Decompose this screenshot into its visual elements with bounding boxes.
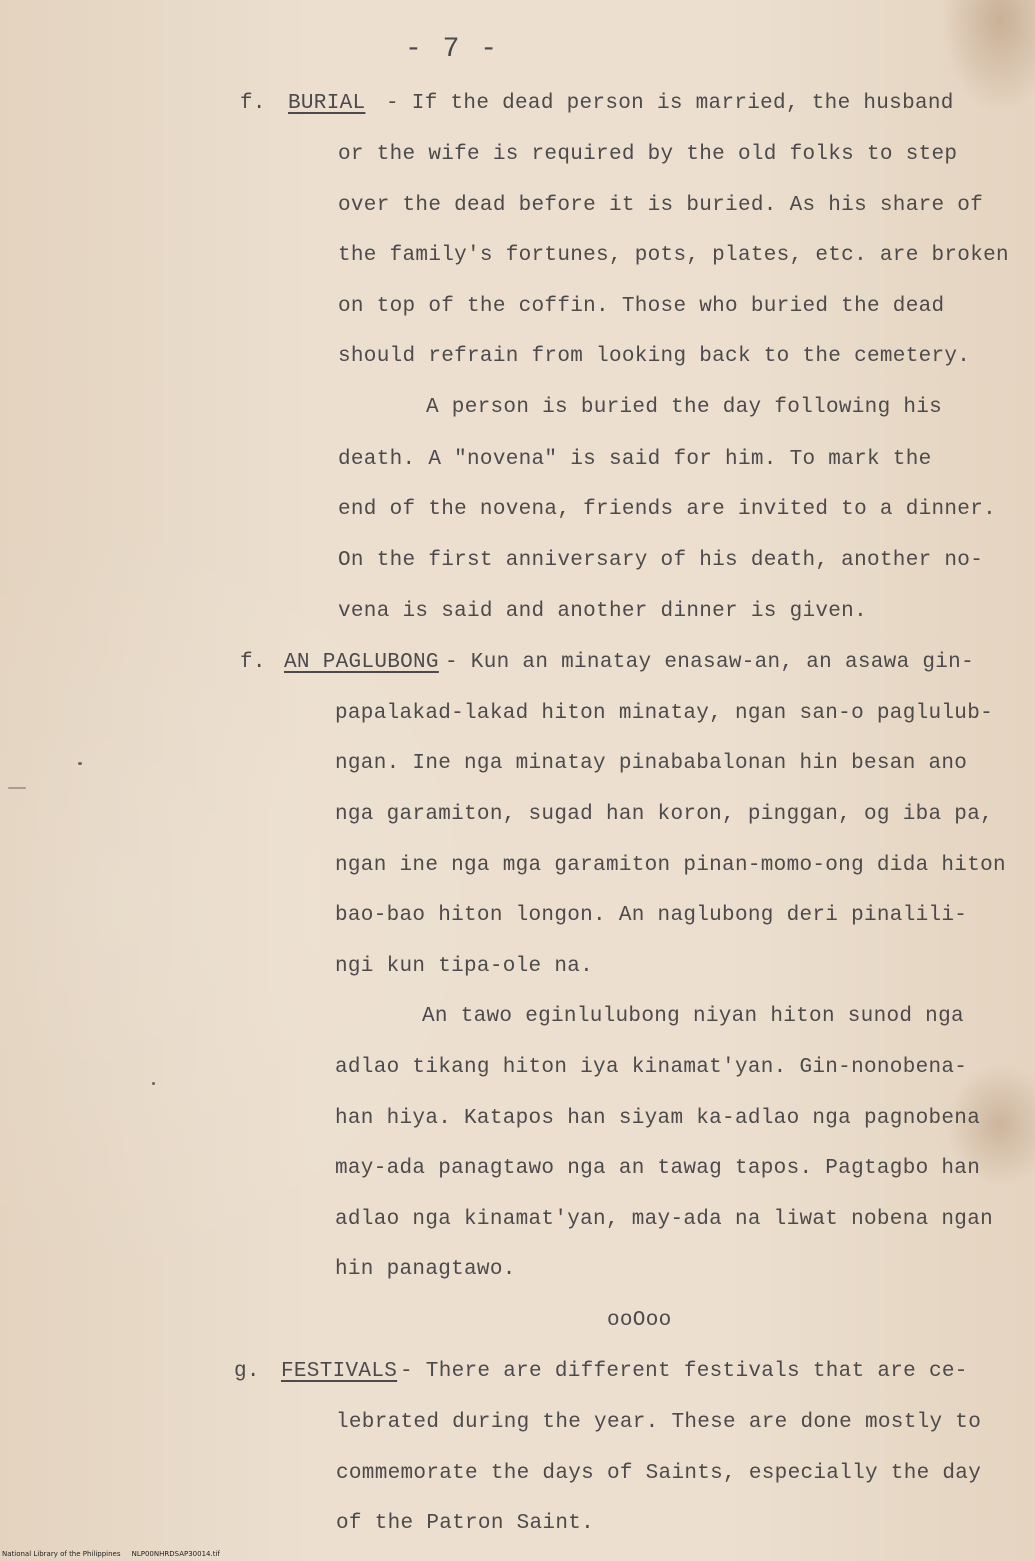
paragraph-line: adlao tikang hiton iya kinamat'yan. Gin-nonobena- bbox=[335, 1056, 968, 1079]
section-heading-festivals: FESTIVALS bbox=[281, 1360, 398, 1383]
paragraph-line: of the Patron Saint. bbox=[336, 1512, 595, 1535]
paragraph-line: han hiya. Katapos han siyam ka-adlao nga pagnobena bbox=[335, 1107, 981, 1130]
paragraph-line: lebrated during the year. These are done mostly to bbox=[336, 1411, 982, 1434]
paper-speck bbox=[8, 787, 26, 789]
paragraph-line: nga garamiton, sugad han koron, pinggan, og iba pa, bbox=[335, 803, 994, 826]
paragraph-line: ngi kun tipa-ole na. bbox=[335, 955, 594, 978]
paper-speck bbox=[78, 762, 82, 765]
paragraph-line: or the wife is required by the old folks to step bbox=[338, 143, 958, 166]
scan-footer: National Library of the Philippines NLP00NHRDSAP30014.tif bbox=[2, 1550, 220, 1558]
section-separator: ooOoo bbox=[607, 1309, 672, 1332]
paragraph-line: - There are different festivals that are ce- bbox=[400, 1360, 968, 1383]
paragraph-line: the family's fortunes, pots, plates, etc. are broken bbox=[338, 244, 1009, 267]
paragraph-line: bao-bao hiton longon. An naglubong deri pinalili- bbox=[335, 904, 968, 927]
section-marker: g. bbox=[234, 1360, 260, 1383]
paragraph-line: death. A "novena" is said for him. To mark the bbox=[338, 448, 932, 471]
section-marker: f. bbox=[240, 651, 266, 674]
paragraph-line: end of the novena, friends are invited to a dinner. bbox=[338, 498, 997, 521]
paragraph-line: papalakad-lakad hiton minatay, ngan san-o paglulub- bbox=[335, 702, 994, 725]
paragraph-line: ngan ine nga mga garamiton pinan-momo-ong dida hiton bbox=[335, 854, 1006, 877]
paragraph-line: On the first anniversary of his death, another no- bbox=[338, 549, 984, 572]
section-heading-an-paglubong: AN PAGLUBONG bbox=[284, 651, 439, 674]
paragraph-line: adlao nga kinamat'yan, may-ada na liwat nobena ngan bbox=[335, 1208, 994, 1231]
paragraph-line: A person is buried the day following his bbox=[426, 396, 943, 419]
section-marker: f. bbox=[240, 92, 266, 115]
paragraph-line: - Kun an minatay enasaw-an, an asawa gin- bbox=[445, 651, 974, 674]
paragraph-line: - If the dead person is married, the husband bbox=[386, 92, 954, 115]
paragraph-line: on top of the coffin. Those who buried the dead bbox=[338, 295, 945, 318]
paragraph-line: vena is said and another dinner is given. bbox=[338, 600, 867, 623]
paragraph-line: An tawo eginlulubong niyan hiton sunod nga bbox=[422, 1005, 964, 1028]
section-heading-burial: BURIAL bbox=[288, 92, 366, 115]
paragraph-line: commemorate the days of Saints, especially the day bbox=[336, 1462, 982, 1485]
paper-speck bbox=[152, 1082, 155, 1085]
paragraph-line: hin panagtawo. bbox=[335, 1258, 516, 1281]
paragraph-line: may-ada panagtawo nga an tawag tapos. Pagtagbo han bbox=[335, 1157, 981, 1180]
paragraph-line: ngan. Ine nga minatay pinababalonan hin besan ano bbox=[335, 752, 968, 775]
paragraph-line: should refrain from looking back to the cemetery. bbox=[338, 345, 971, 368]
paragraph-line: over the dead before it is buried. As his share of bbox=[338, 194, 984, 217]
page-number: - 7 - bbox=[405, 34, 500, 65]
